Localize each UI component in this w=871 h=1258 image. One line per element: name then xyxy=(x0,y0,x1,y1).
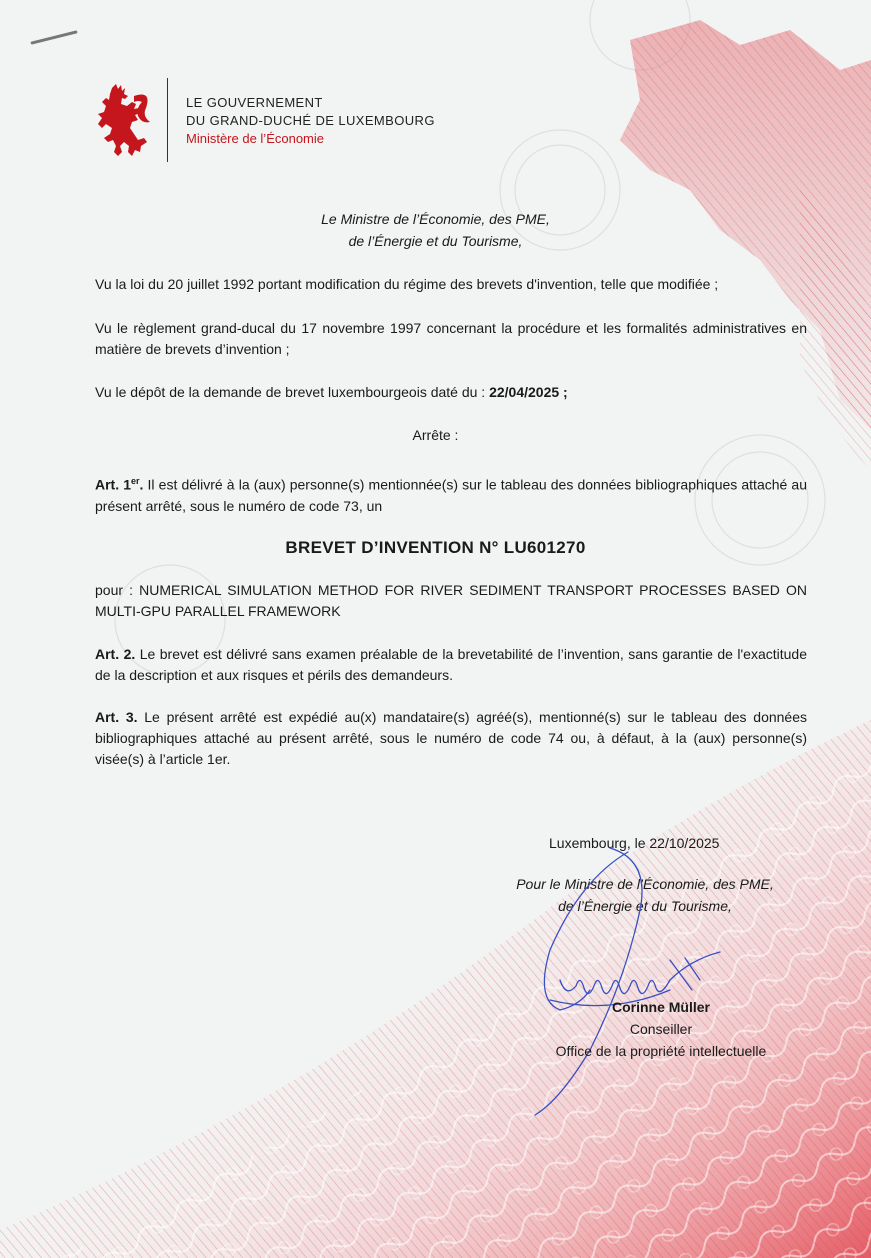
on-behalf-line-2: de l’Énergie et du Tourisme, xyxy=(558,898,732,914)
minister-intro xyxy=(0,208,871,252)
vu-paragraph-2: Vu le règlement grand-ducal du 17 novembre 1997 concernant la procédure et les formalités administratives en matière de brevets d’invention ; xyxy=(95,320,807,357)
staple-mark xyxy=(30,30,77,45)
signer-name: Corinne Müller xyxy=(611,999,710,1015)
patent-title: BREVET D’INVENTION N° LU601270 xyxy=(285,538,586,557)
vu-paragraph-1: Vu la loi du 20 juillet 1992 portant modification du régime des brevets d'invention, telle que modifiée ; xyxy=(95,276,719,292)
vu-paragraph-3-text: Vu le dépôt de la demande de brevet luxembourgeois daté du : xyxy=(95,384,490,400)
filing-date: 22/04/2025 ; xyxy=(489,384,568,400)
minister-intro-line-2: de l’Énergie et du Tourisme, xyxy=(348,233,523,249)
arrete-heading: Arrête : xyxy=(412,427,459,443)
article-3-label: Art. 3. xyxy=(95,709,138,725)
government-line-1: LE GOUVERNEMENT xyxy=(186,95,323,110)
signer-block xyxy=(525,996,797,1062)
on-behalf-line-1: Pour le Ministre de l’Économie, des PME, xyxy=(516,876,774,892)
logo-divider xyxy=(167,78,168,162)
article-1 xyxy=(95,471,807,517)
article-2-text: Le brevet est délivré sans examen préalable de la brevetabilité de l’invention, sans garantie de l'exactitude de la description et aux risques et périls des demandeurs. xyxy=(95,646,807,683)
government-heading xyxy=(186,94,435,148)
place-and-date: Luxembourg, le 22/10/2025 xyxy=(549,835,720,851)
minister-intro-line-1: Le Ministre de l’Économie, des PME, xyxy=(321,211,550,227)
vu-paragraph-3 xyxy=(95,382,807,403)
ministry-name: Ministère de l’Économie xyxy=(186,131,325,146)
signer-office: Office de la propriété intellectuelle xyxy=(555,1043,767,1059)
red-lion-icon xyxy=(94,84,154,158)
article-1-sup: er xyxy=(131,476,140,486)
signer-role: Conseiller xyxy=(629,1021,693,1037)
article-1-label: Art. 1 xyxy=(95,476,132,493)
article-1-text: Il est délivré à la (aux) personne(s) mentionnée(s) sur le tableau des données bibliographiques attaché au présent arrêté, sous le numéro de code 73, un xyxy=(95,476,807,514)
article-3 xyxy=(95,707,807,770)
invention-title: pour : NUMERICAL SIMULATION METHOD FOR RIVER SEDIMENT TRANSPORT PROCESSES BASED ON MULTI-GPU PARALLEL FRAMEWORK xyxy=(95,582,807,619)
article-2 xyxy=(95,644,807,686)
article-3-text: Le présent arrêté est expédié au(x) mandataire(s) agréé(s), mentionné(s) sur le tableau des données bibliographiques attaché au présent arrêté, sous le numéro de code 74 ou, à défaut, à la (aux) personne(s) visée(s) à l’article 1er. xyxy=(95,709,807,767)
article-1-label-end: . xyxy=(139,476,144,493)
article-2-label: Art. 2. xyxy=(95,646,136,662)
handwritten-signature xyxy=(520,840,760,1130)
government-line-2: DU GRAND-DUCHÉ DE LUXEMBOURG xyxy=(186,113,435,128)
